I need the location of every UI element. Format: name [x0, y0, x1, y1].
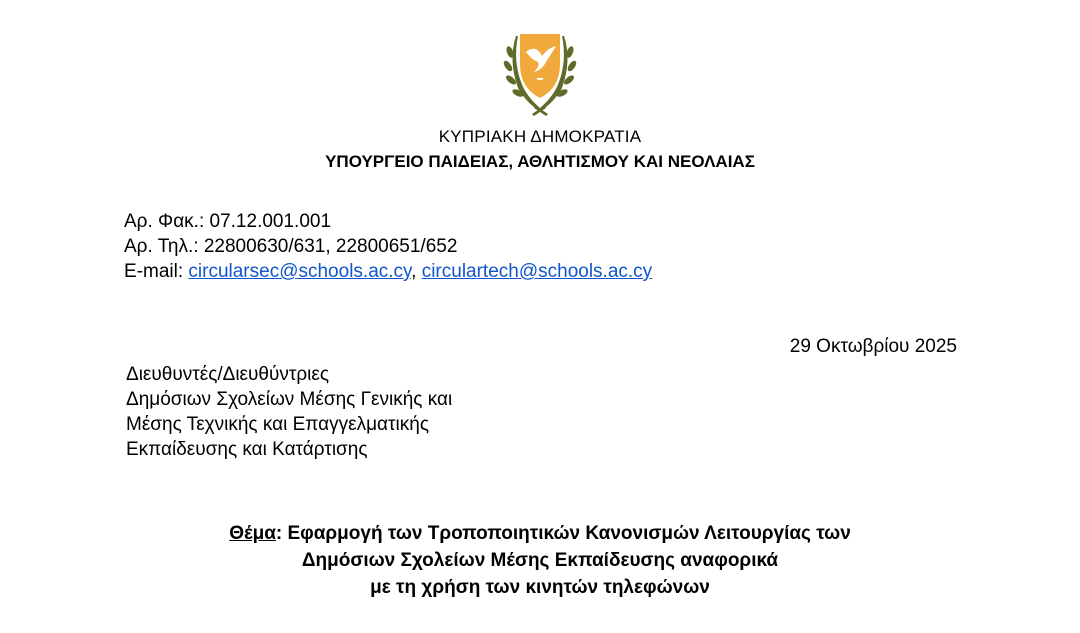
email-label: E-mail:: [124, 261, 189, 282]
subject-line-3: με τη χρήση των κινητών τηλεφώνων: [370, 577, 710, 598]
email-separator: ,: [411, 261, 422, 282]
subject-colon: :: [275, 523, 283, 544]
subject-line-1: [0, 520, 1080, 547]
letter-date: 29 Οκτωβρίου 2025: [789, 336, 957, 357]
recipient-line: Διευθυντές/Διευθύντριες: [126, 364, 330, 385]
email-link-circularsec[interactable]: circularsec@schools.ac.cy: [188, 261, 412, 282]
file-number: Αρ. Φακ.: 07.12.001.001: [124, 211, 332, 232]
recipient-line: Μέσης Τεχνικής και Επαγγελματικής: [126, 414, 429, 435]
phone-numbers: Αρ. Τηλ.: 22800630/631, 22800651/652: [124, 236, 458, 257]
recipient-line: Δημόσιων Σχολείων Μέσης Γενικής και: [126, 389, 453, 410]
ministry-title: ΥΠΟΥΡΓΕΙΟ ΠΑΙΔΕΙΑΣ, ΑΘΛΗΤΙΣΜΟΥ ΚΑΙ ΝΕΟΛΑΙΑΣ: [325, 152, 755, 171]
recipient-line: Εκπαίδευσης και Κατάρτισης: [126, 439, 368, 460]
email-link-circulartech[interactable]: circulartech@schools.ac.cy: [421, 261, 653, 282]
subject-text-1: Εφαρμογή των Τροποποιητικών Κανονισμών Λειτουργίας των: [282, 523, 851, 544]
subject-line-2: Δημόσιων Σχολείων Μέσης Εκπαίδευσης αναφορικά: [301, 550, 779, 571]
subject-block: [0, 520, 1080, 601]
reference-block: [124, 209, 652, 284]
republic-title: ΚΥΠΡΙΑΚΗ ΔΗΜΟΚΡΑΤΙΑ: [438, 127, 642, 146]
subject-label: Θέμα: [229, 523, 276, 544]
recipients-block: [126, 362, 452, 462]
coat-of-arms-icon: [496, 30, 584, 116]
email-line: [124, 259, 652, 284]
